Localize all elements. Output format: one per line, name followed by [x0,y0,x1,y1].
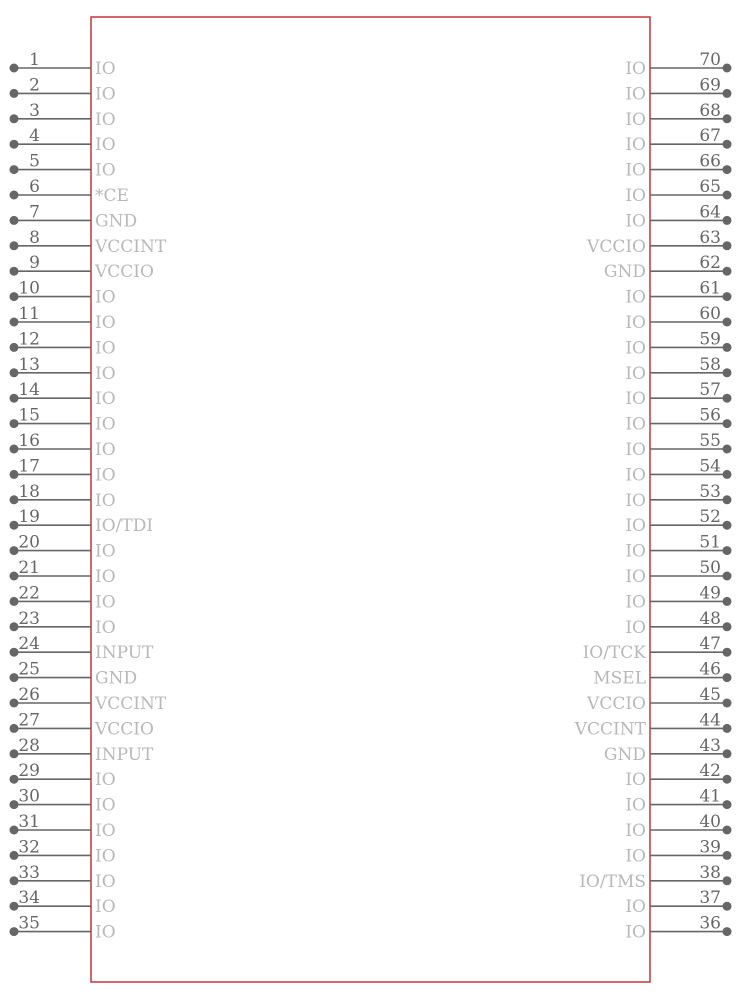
pin-number: 48 [699,608,721,629]
pin-number: 1 [29,50,40,70]
pin-number: 59 [699,329,721,350]
pin-name: VCCINT [574,719,646,740]
pin-name: GND [603,262,646,283]
pin-endpoint [10,216,19,225]
pin-endpoint [723,673,732,682]
pin-36 [625,914,731,943]
pin-name: IO [625,84,646,105]
pin-number: 9 [29,253,40,274]
pin-endpoint [10,89,19,98]
pin-endpoint [10,343,19,352]
pin-name: IO/TCK [582,643,646,664]
pin-endpoint [723,419,732,428]
pin-number: 70 [699,50,721,70]
pin-number: 40 [699,812,721,832]
ic-body-outline [91,17,650,982]
pin-name: MSEL [593,668,646,689]
pin-number: 58 [699,354,721,375]
pin-endpoint [723,216,732,225]
pin-name: IO [625,795,646,816]
pin-endpoint [10,470,19,479]
pin-number: 30 [18,786,40,807]
pin-number: 16 [18,431,40,451]
pin-number: 49 [699,583,721,604]
pin-endpoint [10,851,19,860]
pin-name: IO [625,516,646,537]
pin-number: 61 [699,278,721,299]
pin-number: 23 [18,608,40,629]
pin-number: 55 [699,431,721,451]
pin-endpoint [10,114,19,123]
pin-endpoint [10,394,19,403]
pin-number: 10 [18,278,40,299]
pin-number: 44 [699,710,721,731]
pin-endpoint [10,267,19,276]
pin-name: IO [95,414,116,435]
pin-3 [10,101,116,130]
pin-name: INPUT [95,744,154,765]
pin-number: 36 [699,913,721,934]
pin-name: IO [625,821,646,841]
pin-number: 63 [699,227,721,248]
pin-name: IO [625,363,646,384]
pin-endpoint [723,292,732,301]
pin-number: 31 [18,812,40,832]
pin-endpoint [723,191,732,200]
pin-name: IO [95,109,116,130]
pin-endpoint [723,546,732,555]
pin-endpoint [723,394,732,403]
pin-endpoint [723,267,732,276]
pin-name: IO [625,846,646,867]
pin-endpoint [723,724,732,733]
pin-endpoint [10,749,19,758]
pin-endpoint [10,572,19,581]
pin-number: 28 [18,735,40,756]
pin-number: 27 [18,710,40,731]
pin-endpoint [10,826,19,835]
pin-endpoint [723,648,732,657]
pin-endpoint [10,800,19,809]
pin-name: IO [95,389,116,410]
pin-endpoint [10,521,19,530]
pin-endpoint [10,902,19,911]
pin-name: IO [95,567,116,587]
pin-endpoint [10,876,19,885]
pin-6 [10,177,129,206]
pin-endpoint [723,114,732,123]
pin-name: IO [625,211,646,232]
pin-number: 5 [29,151,40,172]
pin-name: IO [95,363,116,384]
pin-number: 33 [18,862,40,883]
pin-number: 37 [699,888,721,909]
pin-number: 45 [699,685,721,705]
pin-number: 57 [699,380,721,401]
pin-number: 54 [699,456,721,477]
pin-number: 17 [18,456,40,477]
pin-endpoint [723,572,732,581]
right-pin-group [574,50,732,943]
pin-number: 26 [18,685,40,705]
pin-endpoint [10,597,19,606]
pin-number: 69 [699,75,721,96]
pin-number: 29 [18,761,40,782]
left-pin-group [10,50,167,943]
pin-name: INPUT [95,643,154,664]
pin-endpoint [723,800,732,809]
pin-number: 15 [18,405,40,426]
pin-endpoint [10,318,19,327]
pin-endpoint [723,927,732,936]
pin-name: IO [95,84,116,105]
pin-name: IO [625,541,646,562]
pin-number: 35 [18,913,40,934]
pin-endpoint [10,622,19,631]
pin-name: IO [95,465,116,486]
pin-name: IO [95,135,116,156]
pin-name: IO [625,389,646,410]
pin-35 [10,914,116,943]
pin-endpoint [10,445,19,454]
pin-name: IO [625,135,646,156]
pin-endpoint [10,165,19,174]
pin-endpoint [10,927,19,936]
pin-name: GND [95,211,138,232]
pin-name: IO [95,338,116,359]
pin-number: 2 [29,75,40,96]
pin-endpoint [723,622,732,631]
pin-number: 64 [699,202,721,223]
pin-number: 46 [699,659,721,680]
pin-endpoint [723,368,732,377]
pin-name: IO [625,109,646,130]
pin-number: 67 [699,126,721,147]
pin-name: IO [95,897,116,918]
pin-name: IO/TDI [95,516,154,537]
pin-endpoint [723,597,732,606]
pin-number: 8 [29,227,40,248]
pin-number: 22 [18,583,40,604]
pin-number: 42 [699,761,721,782]
pin-endpoint [10,368,19,377]
pin-endpoint [10,648,19,657]
pin-number: 60 [699,304,721,324]
pin-number: 41 [699,786,721,807]
pin-name: IO [625,897,646,918]
pin-1 [10,50,116,79]
pin-endpoint [723,343,732,352]
pin-name: IO [95,770,116,791]
pin-name: IO [95,440,116,460]
pin-endpoint [10,191,19,200]
pin-name: IO [625,338,646,359]
pin-endpoint [723,521,732,530]
pin-endpoint [723,470,732,479]
pin-name: IO/TMS [579,871,646,892]
pin-number: 50 [699,558,721,578]
pin-name: IO [625,592,646,613]
pin-number: 7 [29,202,40,223]
pin-name: IO [625,922,646,943]
pin-number: 4 [29,126,40,147]
pin-name: IO [95,490,116,511]
pin-name: IO [625,313,646,333]
pin-name: IO [625,414,646,435]
pin-name: IO [625,160,646,181]
pin-endpoint [10,699,19,708]
pin-name: IO [95,795,116,816]
pin-number: 51 [699,532,721,553]
pin-number: 3 [29,100,40,121]
pin-name: *CE [95,186,129,206]
pin-endpoint [10,419,19,428]
pin-name: IO [625,490,646,511]
pin-name: IO [95,160,116,181]
pin-number: 38 [699,862,721,883]
pin-endpoint [723,826,732,835]
pin-number: 12 [18,329,40,350]
pin-number: 66 [699,151,721,172]
pin-endpoint [10,64,19,73]
pin-number: 20 [18,532,40,553]
pin-number: 47 [699,634,721,655]
pin-4 [10,126,116,155]
pin-name: IO [95,871,116,892]
pin-endpoint [723,64,732,73]
pin-name: IO [625,287,646,308]
pin-name: IO [95,592,116,613]
pin-endpoint [723,318,732,327]
pin-name: IO [95,922,116,943]
pin-number: 24 [18,634,40,655]
pin-name: VCCIO [587,694,646,714]
pin-name: IO [95,541,116,562]
pin-name: IO [95,846,116,867]
pin-endpoint [723,445,732,454]
pin-name: VCCIO [95,719,154,740]
pin-5 [10,152,116,181]
pin-endpoint [723,775,732,784]
pin-name: IO [95,287,116,308]
pin-number: 11 [18,304,40,324]
pin-endpoint [10,775,19,784]
pin-name: IO [625,186,646,206]
pin-name: IO [95,313,116,333]
pin-endpoint [723,902,732,911]
pin-name: IO [625,59,646,79]
pin-endpoint [723,241,732,250]
pin-number: 65 [699,177,721,197]
pin-number: 18 [18,481,40,502]
pin-number: 34 [18,888,40,909]
pin-name: IO [625,770,646,791]
pin-number: 43 [699,735,721,756]
pin-number: 32 [18,837,40,858]
pin-endpoint [10,673,19,682]
pin-name: IO [95,617,116,638]
pin-number: 13 [18,354,40,375]
pin-name: GND [95,668,138,689]
pin-number: 62 [699,253,721,274]
pin-endpoint [723,699,732,708]
pin-number: 68 [699,100,721,121]
pin-name: IO [625,440,646,460]
pin-endpoint [10,292,19,301]
pin-name: VCCIO [587,236,646,257]
pin-number: 14 [18,380,40,401]
pin-number: 25 [18,659,40,680]
pin-name: VCCINT [95,694,167,714]
pin-endpoint [10,546,19,555]
pin-number: 56 [699,405,721,426]
pin-endpoint [10,140,19,149]
pin-endpoint [10,724,19,733]
pin-endpoint [723,851,732,860]
pin-number: 53 [699,481,721,502]
pin-endpoint [723,495,732,504]
pin-endpoint [10,495,19,504]
pin-number: 6 [29,177,40,197]
pin-number: 52 [699,507,721,528]
pin-name: IO [625,465,646,486]
pin-name: IO [95,59,116,79]
pin-name: IO [625,567,646,587]
pin-name: IO [95,821,116,841]
pin-endpoint [10,241,19,250]
pin-endpoint [723,165,732,174]
pin-endpoint [723,876,732,885]
pin-name: IO [625,617,646,638]
pin-endpoint [723,140,732,149]
pin-endpoint [723,89,732,98]
pin-name: VCCINT [95,236,167,257]
pin-name: VCCIO [95,262,154,283]
pin-endpoint [723,749,732,758]
pin-2 [10,75,116,104]
pin-number: 39 [699,837,721,858]
pin-name: GND [603,744,646,765]
pin-number: 21 [18,558,40,578]
pin-number: 19 [18,507,40,528]
